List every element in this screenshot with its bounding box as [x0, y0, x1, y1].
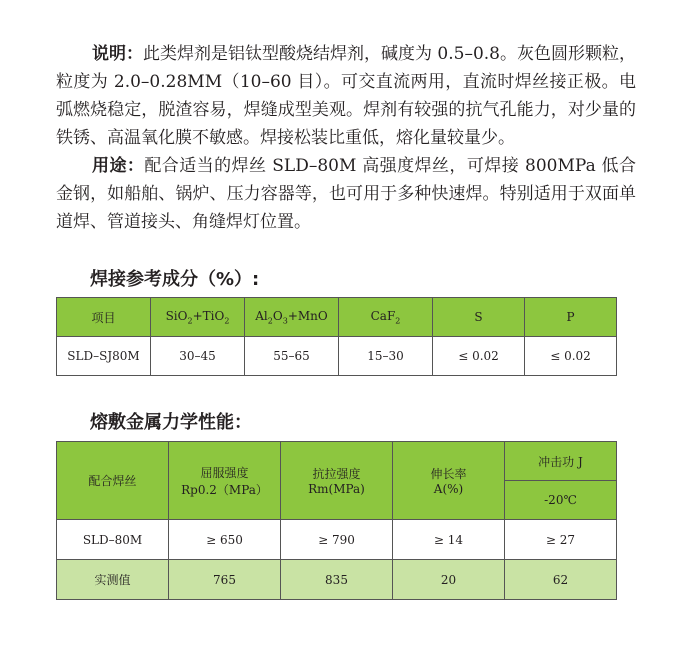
mechanical-table — [56, 441, 617, 600]
usage-text: 配合适当的焊丝 SLD–80M 高强度焊丝，可焊接 800MPa 低合金钢，如船舶、锅炉、压力容器等，也可用于多种快速焊。特别适用于双面单道焊、管道接头、角缝焊灯位置。 — [56, 156, 636, 232]
cell-yield: 765 — [169, 560, 281, 600]
table-row — [57, 520, 617, 560]
header-al2o3-mno: $Al_2O_3+MnO$ — [245, 298, 339, 337]
cell-item: SLD–SJ80M — [57, 337, 151, 376]
header-wire: 配合焊丝 — [57, 442, 169, 520]
description-label: 说明： — [92, 44, 144, 64]
cell-elongation: ≥ 14 — [393, 520, 505, 560]
header-p: P — [525, 298, 617, 337]
cell-tensile: 835 — [281, 560, 393, 600]
cell-yield: ≥ 650 — [169, 520, 281, 560]
cell-wire: SLD–80M — [57, 520, 169, 560]
cell-impact: ≥ 27 — [505, 520, 617, 560]
cell-sio2-tio2: 30–45 — [151, 337, 245, 376]
cell-impact: 62 — [505, 560, 617, 600]
composition-table — [56, 297, 617, 376]
cell-al2o3-mno: 55–65 — [245, 337, 339, 376]
composition-header-row — [57, 298, 617, 337]
cell-elongation: 20 — [393, 560, 505, 600]
description-paragraph — [56, 40, 636, 152]
header-caf2: CaF$_2$ — [339, 298, 433, 337]
mechanical-heading: 熔敷金属力学性能： — [90, 412, 252, 433]
cell-caf2: 15–30 — [339, 337, 433, 376]
cell-wire: 实测值 — [57, 560, 169, 600]
header-tensile: 抗拉强度 Rm(MPa) — [281, 442, 393, 520]
table-row — [57, 560, 617, 600]
usage-paragraph — [56, 152, 636, 236]
description-text: 此类焊剂是铝钛型酸烧结焊剂，碱度为 0.5–0.8。灰色圆形颗粒，粒度为 2.0–0.28MM（10–60 目）。可交直流两用，直流时焊丝接正极。电弧燃烧稳定，脱渣容易，焊缝成型美观。焊剂有较强的抗气孔能力，对少量的铁锈、高温氧化膜不敏感。焊接松装比重低，熔化量较量少。 — [56, 44, 637, 148]
header-elongation: 伸长率 A(%) — [393, 442, 505, 520]
table-row — [57, 337, 617, 376]
composition-heading: 焊接参考成分（%）: — [90, 269, 260, 290]
cell-p: ≤ 0.02 — [525, 337, 617, 376]
header-sio2-tio2: SiO$_2$+TiO$_2$ — [151, 298, 245, 337]
usage-label: 用途： — [92, 156, 145, 176]
cell-s: ≤ 0.02 — [433, 337, 525, 376]
header-yield: 屈服强度 Rp0.2（MPa） — [169, 442, 281, 520]
cell-tensile: ≥ 790 — [281, 520, 393, 560]
header-item: 项目 — [57, 298, 151, 337]
mechanical-header-row — [57, 442, 617, 481]
header-s: S — [433, 298, 525, 337]
header-impact: 冲击功 J — [505, 442, 617, 481]
header-impact-temp: -20℃ — [505, 481, 617, 520]
